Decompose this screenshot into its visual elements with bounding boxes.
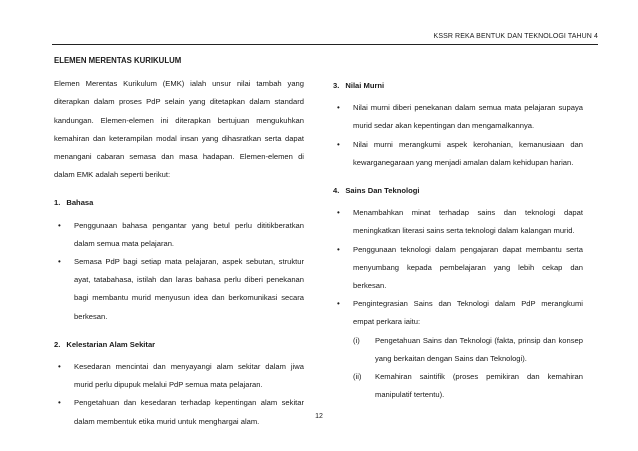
bullet-list xyxy=(54,217,304,326)
list-item-text: Menambahkan minat terhadap sains dan teknologi dapat meningkatkan literasi sains serta teknologi dalam kalangan murid. xyxy=(353,208,583,236)
bullet-list xyxy=(333,99,583,172)
sub-item-number: (ii) xyxy=(353,372,362,382)
right-column xyxy=(333,77,583,404)
section-heading xyxy=(333,182,583,200)
list-item-text: Semasa PdP bagi setiap mata pelajaran, aspek sebutan, struktur ayat, tatabahasa, istilah dan laras bahasa perlu diberi penekanan bagi membantu murid menyusun idea dan berkomunikasi secara berkesan. xyxy=(74,257,304,321)
bullet-icon: • xyxy=(337,139,340,149)
section-heading-text: Nilai Murni xyxy=(345,81,385,90)
bullet-icon: • xyxy=(337,103,340,113)
section-title: ELEMEN MERENTAS KURIKULUM xyxy=(54,56,182,65)
list-item xyxy=(333,136,583,172)
section-nilai-murni xyxy=(333,77,583,172)
section-number: 4. xyxy=(333,186,340,196)
bullet-icon: • xyxy=(58,257,61,267)
list-item-text: Kesedaran mencintai dan menyayangi alam sekitar dalam jiwa murid perlu dipupuk melalui PdP semua mata pelajaran. xyxy=(74,362,304,390)
section-heading xyxy=(333,77,583,95)
section-heading xyxy=(54,194,304,212)
list-item xyxy=(54,217,304,253)
section-sains-dan-teknologi xyxy=(333,182,583,404)
header-rule xyxy=(52,44,598,45)
running-header: KSSR REKA BENTUK DAN TEKNOLOGI TAHUN 4 xyxy=(433,33,598,40)
sub-list-item xyxy=(353,368,583,404)
list-item xyxy=(54,358,304,394)
sub-item-number: (i) xyxy=(353,335,360,345)
bullet-icon: • xyxy=(337,208,340,218)
list-item xyxy=(333,241,583,296)
list-item xyxy=(333,99,583,135)
list-item-text: Penggunaan teknologi dalam pengajaran dapat membantu serta menyumbang kepada pembelajaran yang lebih cekap dan berkesan. xyxy=(353,244,583,291)
list-item xyxy=(333,295,583,404)
section-bahasa xyxy=(54,194,304,325)
bullet-list xyxy=(333,204,583,404)
section-number: 3. xyxy=(333,81,340,90)
list-item-text: Nilai murni diberi penekanan dalam semua mata pelajaran supaya murid sedar akan kepentingan dan mengamalkannya. xyxy=(353,103,583,131)
bullet-icon: • xyxy=(337,244,340,254)
sub-item-text: Kemahiran saintifik (proses pemikiran dan kemahiran manipulatif tertentu). xyxy=(375,372,583,400)
list-item-text: Penggunaan bahasa pengantar yang betul perlu dititikberatkan dalam semua mata pelajaran. xyxy=(74,220,304,248)
left-column xyxy=(54,52,304,431)
intro-paragraph: Elemen Merentas Kurikulum (EMK) ialah unsur nilai tambah yang diterapkan dalam proses PdP selain yang ditetapkan dalam standard kandungan. Elemen-elemen ini diterapkan bertujuan mengukuhkan kemahiran dan keterampilan modal insan yang dihasratkan serta dapat menangani cabaran semasa dan masa hadapan. Elemen-elemen di dalam EMK adalah seperti berikut: xyxy=(54,79,304,180)
bullet-icon: • xyxy=(58,220,61,230)
list-item-text: Pengintegrasian Sains dan Teknologi dalam PdP merangkumi empat perkara iaitu: xyxy=(353,299,583,327)
sub-item-text: Pengetahuan Sains dan Teknologi (fakta, prinsip dan konsep yang berkaitan dengan Sains dan Teknologi). xyxy=(375,335,583,363)
bullet-icon: • xyxy=(58,398,61,408)
section-number: 1. xyxy=(54,198,61,208)
list-item xyxy=(54,253,304,326)
page-number: 12 xyxy=(315,413,323,420)
list-item xyxy=(333,204,583,240)
section-heading xyxy=(54,336,304,354)
section-heading-text: Bahasa xyxy=(66,198,94,208)
list-item-text: Pengetahuan dan kesedaran terhadap kepentingan alam sekitar dalam membentuk etika murid untuk menghargai alam. xyxy=(74,398,304,426)
section-heading-text: Kelestarian Alam Sekitar xyxy=(66,339,156,349)
list-item-text: Nilai murni merangkumi aspek kerohanian, kemanusiaan dan kewarganegaraan yang menjadi amalan dalam kehidupan harian. xyxy=(353,139,583,167)
section-heading-text: Sains Dan Teknologi xyxy=(345,186,420,196)
bullet-icon: • xyxy=(58,362,61,372)
bullet-icon: • xyxy=(337,299,340,309)
sub-list-item xyxy=(353,332,583,368)
section-number: 2. xyxy=(54,339,61,349)
